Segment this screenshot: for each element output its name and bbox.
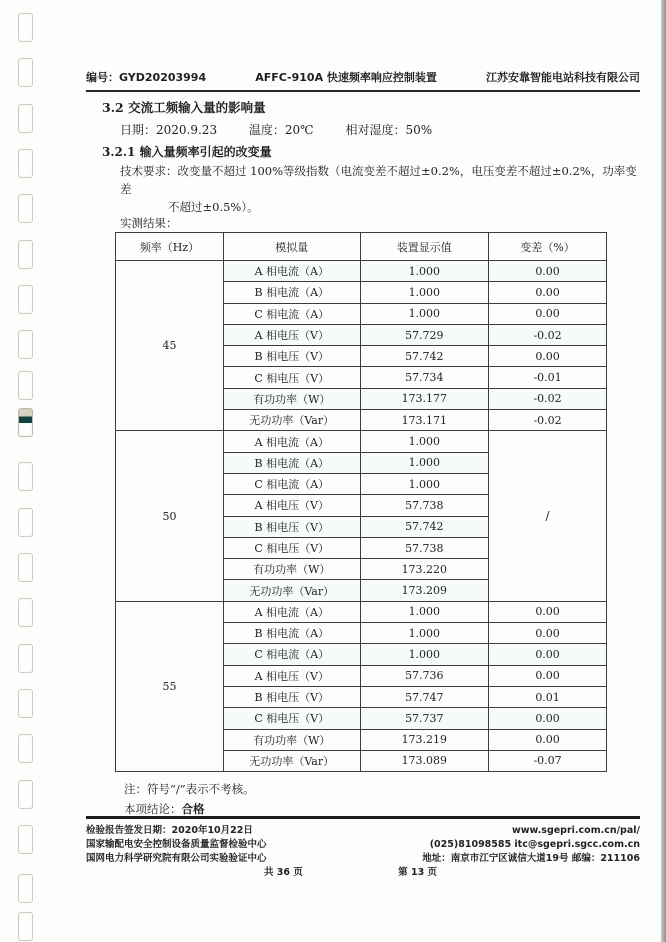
binder-hole bbox=[18, 780, 33, 809]
binder-hole bbox=[18, 371, 33, 400]
binder-hole bbox=[18, 462, 33, 491]
binder-hole bbox=[18, 734, 33, 763]
footer-rule bbox=[86, 816, 640, 819]
conclusion-line bbox=[124, 801, 666, 817]
deviation-cell: 0.01 bbox=[489, 686, 607, 707]
analog-cell: B 相电流（A） bbox=[224, 452, 360, 473]
value-cell: 173.209 bbox=[360, 580, 489, 601]
document-number: 编号：GYD20203994 bbox=[86, 71, 207, 84]
value-cell: 173.171 bbox=[360, 410, 489, 431]
analog-cell: 有功功率（W） bbox=[224, 729, 360, 750]
analog-cell: C 相电流（A） bbox=[224, 473, 360, 494]
results-table bbox=[115, 232, 607, 772]
footer-org1: 国家输配电安全控制设备质量监督检验中心 bbox=[86, 838, 267, 850]
value-cell: 57.737 bbox=[360, 708, 489, 729]
analog-cell: 无功功率（Var） bbox=[224, 410, 360, 431]
value-cell: 57.742 bbox=[360, 346, 489, 367]
analog-cell: 无功功率（Var） bbox=[224, 580, 360, 601]
analog-cell: B 相电压（V） bbox=[224, 516, 360, 537]
value-cell: 57.736 bbox=[360, 665, 489, 686]
footer-current-page: 第 13 页 bbox=[398, 866, 437, 878]
section-heading-3-2: 3.2 交流工频输入量的影响量 bbox=[102, 100, 266, 115]
company-name: 江苏安靠智能电站科技有限公司 bbox=[486, 71, 640, 84]
frequency-cell-45: 45 bbox=[116, 261, 224, 431]
footer-org2: 国网电力科学研究院有限公司实验验证中心 bbox=[86, 852, 267, 864]
binder-hole bbox=[18, 644, 33, 673]
deviation-cell: 0.00 bbox=[489, 282, 607, 303]
analog-cell: A 相电流（A） bbox=[224, 261, 360, 282]
col-header-analog: 模拟量 bbox=[224, 233, 360, 261]
footer-address: 地址：南京市江宁区诚信大道19号 邮编：211106 bbox=[422, 852, 640, 864]
deviation-cell: 0.00 bbox=[489, 346, 607, 367]
footer-issue-date: 检验报告签发日期：2020年10月22日 bbox=[86, 824, 253, 836]
value-cell: 57.742 bbox=[360, 516, 489, 537]
binder-hole bbox=[18, 874, 33, 903]
value-cell: 57.738 bbox=[360, 495, 489, 516]
section-heading-3-2-1: 3.2.1 输入量频率引起的改变量 bbox=[102, 145, 272, 159]
footer-website: www.sgepri.com.cn/pal/ bbox=[511, 824, 640, 836]
deviation-cell: 0.00 bbox=[489, 303, 607, 324]
binder-hole bbox=[18, 330, 33, 359]
frequency-cell-55: 55 bbox=[116, 601, 224, 771]
table-row bbox=[116, 431, 607, 452]
conclusion-value: 合格 bbox=[181, 802, 205, 817]
table-header-row bbox=[116, 233, 607, 261]
header-rule bbox=[86, 90, 640, 92]
analog-cell: B 相电流（A） bbox=[224, 282, 360, 303]
deviation-cell: 0.00 bbox=[489, 261, 607, 282]
col-header-display-value: 装置显示值 bbox=[360, 233, 489, 261]
col-header-deviation: 变差（%） bbox=[489, 233, 607, 261]
value-cell: 57.734 bbox=[360, 367, 489, 388]
value-cell: 1.000 bbox=[360, 601, 489, 622]
frequency-cell-50: 50 bbox=[116, 431, 224, 601]
footer-total-pages: 共 36 页 bbox=[264, 866, 303, 878]
analog-cell: C 相电流（A） bbox=[224, 644, 360, 665]
value-cell: 1.000 bbox=[360, 431, 489, 452]
deviation-cell: 0.00 bbox=[489, 708, 607, 729]
document-title: AFFC-910A 快速频率响应控制装置 bbox=[255, 71, 437, 84]
analog-cell: C 相电压（V） bbox=[224, 708, 360, 729]
binder-hole bbox=[18, 58, 33, 87]
binder-hole bbox=[18, 285, 33, 314]
binder-hole bbox=[18, 194, 33, 223]
analog-cell: C 相电流（A） bbox=[224, 303, 360, 324]
value-cell: 57.738 bbox=[360, 537, 489, 558]
deviation-cell: -0.02 bbox=[489, 388, 607, 409]
test-humidity: 相对湿度：50% bbox=[345, 123, 433, 137]
table-row bbox=[116, 601, 607, 622]
test-date: 日期：2020.9.23 bbox=[120, 123, 218, 137]
analog-cell: C 相电压（V） bbox=[224, 537, 360, 558]
analog-cell: C 相电压（V） bbox=[224, 367, 360, 388]
binder-hole bbox=[18, 104, 33, 133]
binder-hole bbox=[18, 689, 33, 718]
deviation-merged-cell: / bbox=[489, 431, 607, 601]
value-cell: 173.219 bbox=[360, 729, 489, 750]
analog-cell: B 相电流（A） bbox=[224, 623, 360, 644]
value-cell: 1.000 bbox=[360, 261, 489, 282]
deviation-cell: -0.02 bbox=[489, 324, 607, 345]
technical-requirement-line1: 技术要求：改变量不超过 100%等级指数（电流变差不超过±0.2%，电压变差不超过±0.2%，功率变差 bbox=[120, 164, 637, 196]
value-cell: 57.747 bbox=[360, 686, 489, 707]
value-cell: 173.220 bbox=[360, 559, 489, 580]
document-header bbox=[86, 0, 640, 86]
measured-results-label: 实测结果： bbox=[120, 216, 178, 230]
analog-cell: A 相电流（A） bbox=[224, 601, 360, 622]
footer-phone-email: (025)81098585 itc@sgepri.sgcc.com.cn bbox=[429, 838, 640, 850]
binder-hole bbox=[18, 508, 33, 537]
analog-cell: B 相电压（V） bbox=[224, 346, 360, 367]
analog-cell: B 相电压（V） bbox=[224, 686, 360, 707]
table-note: 注：符号“/”表示不考核。 bbox=[124, 782, 255, 797]
test-temperature: 温度：20℃ bbox=[248, 123, 314, 137]
deviation-cell: 0.00 bbox=[489, 601, 607, 622]
value-cell: 1.000 bbox=[360, 473, 489, 494]
value-cell: 1.000 bbox=[360, 303, 489, 324]
value-cell: 1.000 bbox=[360, 282, 489, 303]
deviation-cell: -0.02 bbox=[489, 410, 607, 431]
deviation-cell: -0.01 bbox=[489, 367, 607, 388]
binder-hole bbox=[18, 598, 33, 627]
binder-hole-dark bbox=[18, 408, 33, 437]
binder-hole bbox=[18, 240, 33, 269]
col-header-frequency: 频率（Hz） bbox=[116, 233, 224, 261]
binder-hole bbox=[18, 149, 33, 178]
analog-cell: 有功功率（W） bbox=[224, 388, 360, 409]
deviation-cell: 0.00 bbox=[489, 623, 607, 644]
value-cell: 173.177 bbox=[360, 388, 489, 409]
page-edge-shadow bbox=[661, 0, 666, 942]
table-row bbox=[116, 261, 607, 282]
analog-cell: 无功功率（Var） bbox=[224, 750, 360, 771]
binder-hole bbox=[18, 912, 33, 941]
analog-cell: 有功功率（W） bbox=[224, 559, 360, 580]
binder-hole bbox=[18, 553, 33, 582]
document-footer bbox=[86, 816, 640, 880]
analog-cell: A 相电压（V） bbox=[224, 665, 360, 686]
conclusion-label: 本项结论： bbox=[124, 802, 182, 817]
deviation-cell: 0.00 bbox=[489, 644, 607, 665]
binder-hole bbox=[18, 825, 33, 854]
test-conditions bbox=[120, 122, 666, 138]
value-cell: 57.729 bbox=[360, 324, 489, 345]
deviation-cell: 0.00 bbox=[489, 729, 607, 750]
value-cell: 1.000 bbox=[360, 623, 489, 644]
value-cell: 173.089 bbox=[360, 750, 489, 771]
technical-requirement-line2: 不超过±0.5%）。 bbox=[168, 200, 259, 214]
analog-cell: A 相电压（V） bbox=[224, 324, 360, 345]
analog-cell: A 相电流（A） bbox=[224, 431, 360, 452]
deviation-cell: -0.07 bbox=[489, 750, 607, 771]
value-cell: 1.000 bbox=[360, 452, 489, 473]
analog-cell: A 相电压（V） bbox=[224, 495, 360, 516]
value-cell: 1.000 bbox=[360, 644, 489, 665]
binder-hole bbox=[18, 13, 33, 42]
deviation-cell: 0.00 bbox=[489, 665, 607, 686]
